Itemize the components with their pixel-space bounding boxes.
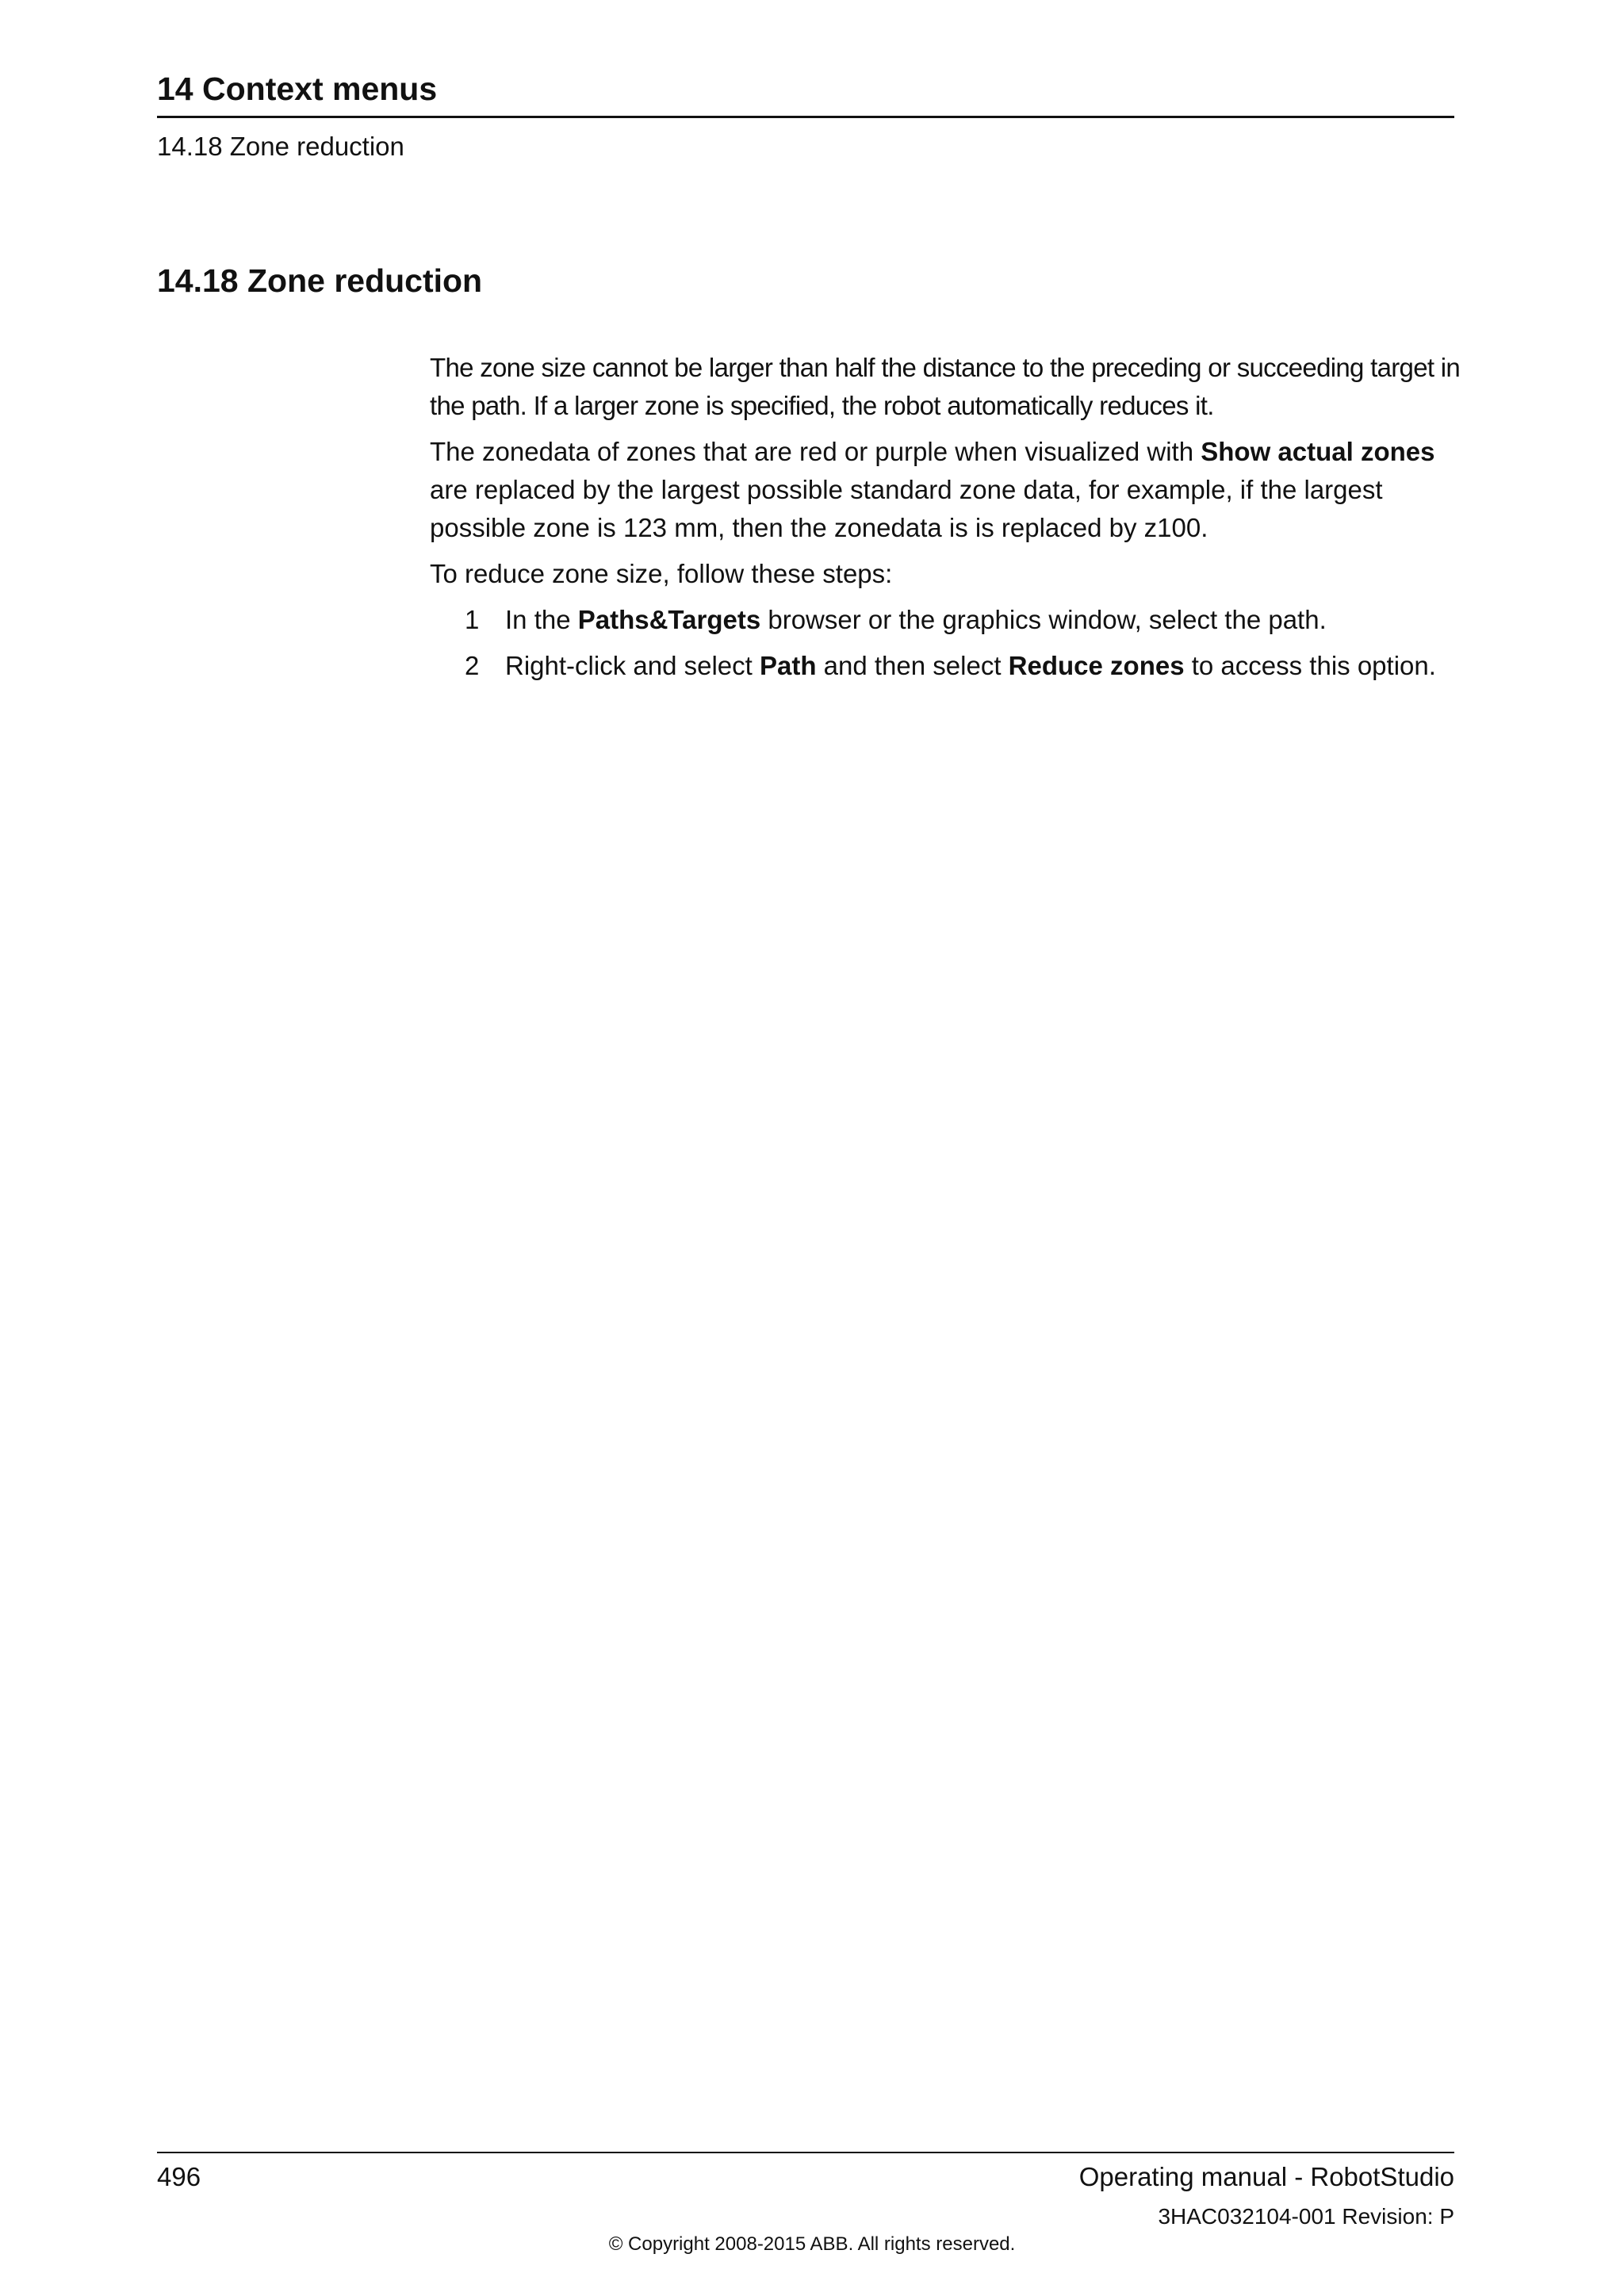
step-text: In the bbox=[505, 605, 578, 634]
paragraph-text: The zonedata of zones that are red or purple when visualized with bbox=[430, 437, 1201, 466]
step-item bbox=[430, 601, 1461, 639]
page-footer bbox=[157, 2152, 1454, 2229]
page-number: 496 bbox=[157, 2162, 201, 2191]
step-text: browser or the graphics window, select the path. bbox=[760, 605, 1327, 634]
paragraph-zone-size-limit: The zone size cannot be larger than half the distance to the preceding or succeeding target in the path. If a larger zone is specified, the robot automatically reduces it. bbox=[430, 353, 1461, 420]
paragraph-zonedata-replacement bbox=[430, 433, 1461, 547]
section-breadcrumb: 14.18 Zone reduction bbox=[157, 132, 404, 161]
step-text: Right-click and select bbox=[505, 651, 760, 680]
step-number: 1 bbox=[465, 605, 480, 634]
body-text bbox=[430, 349, 1461, 693]
copyright-notice: © Copyright 2008-2015 ABB. All rights reserved. bbox=[608, 2233, 1016, 2255]
paths-targets-term: Paths&Targets bbox=[577, 605, 761, 634]
step-number: 2 bbox=[465, 651, 480, 680]
show-actual-zones-term: Show actual zones bbox=[1201, 437, 1435, 466]
paragraph-text: are replaced by the largest possible standard zone data, for example, if the largest possible zone is 123 mm, then the zonedata is is replaced by z100. bbox=[430, 475, 1383, 542]
step-text: to access this option. bbox=[1184, 651, 1436, 680]
step-item bbox=[430, 647, 1461, 685]
chapter-title: 14 Context menus bbox=[157, 67, 1454, 118]
document-id: 3HAC032104-001 Revision: P bbox=[1158, 2204, 1454, 2229]
footer-row bbox=[157, 2153, 1454, 2229]
path-term: Path bbox=[759, 651, 817, 680]
steps-list bbox=[430, 601, 1461, 685]
manual-title: Operating manual - RobotStudio bbox=[1078, 2162, 1454, 2191]
paragraph-steps-intro: To reduce zone size, follow these steps: bbox=[430, 559, 893, 588]
running-header bbox=[157, 67, 1454, 166]
reduce-zones-term: Reduce zones bbox=[1008, 651, 1185, 680]
step-text: and then select bbox=[816, 651, 1009, 680]
section-heading: 14.18 Zone reduction bbox=[157, 262, 483, 299]
